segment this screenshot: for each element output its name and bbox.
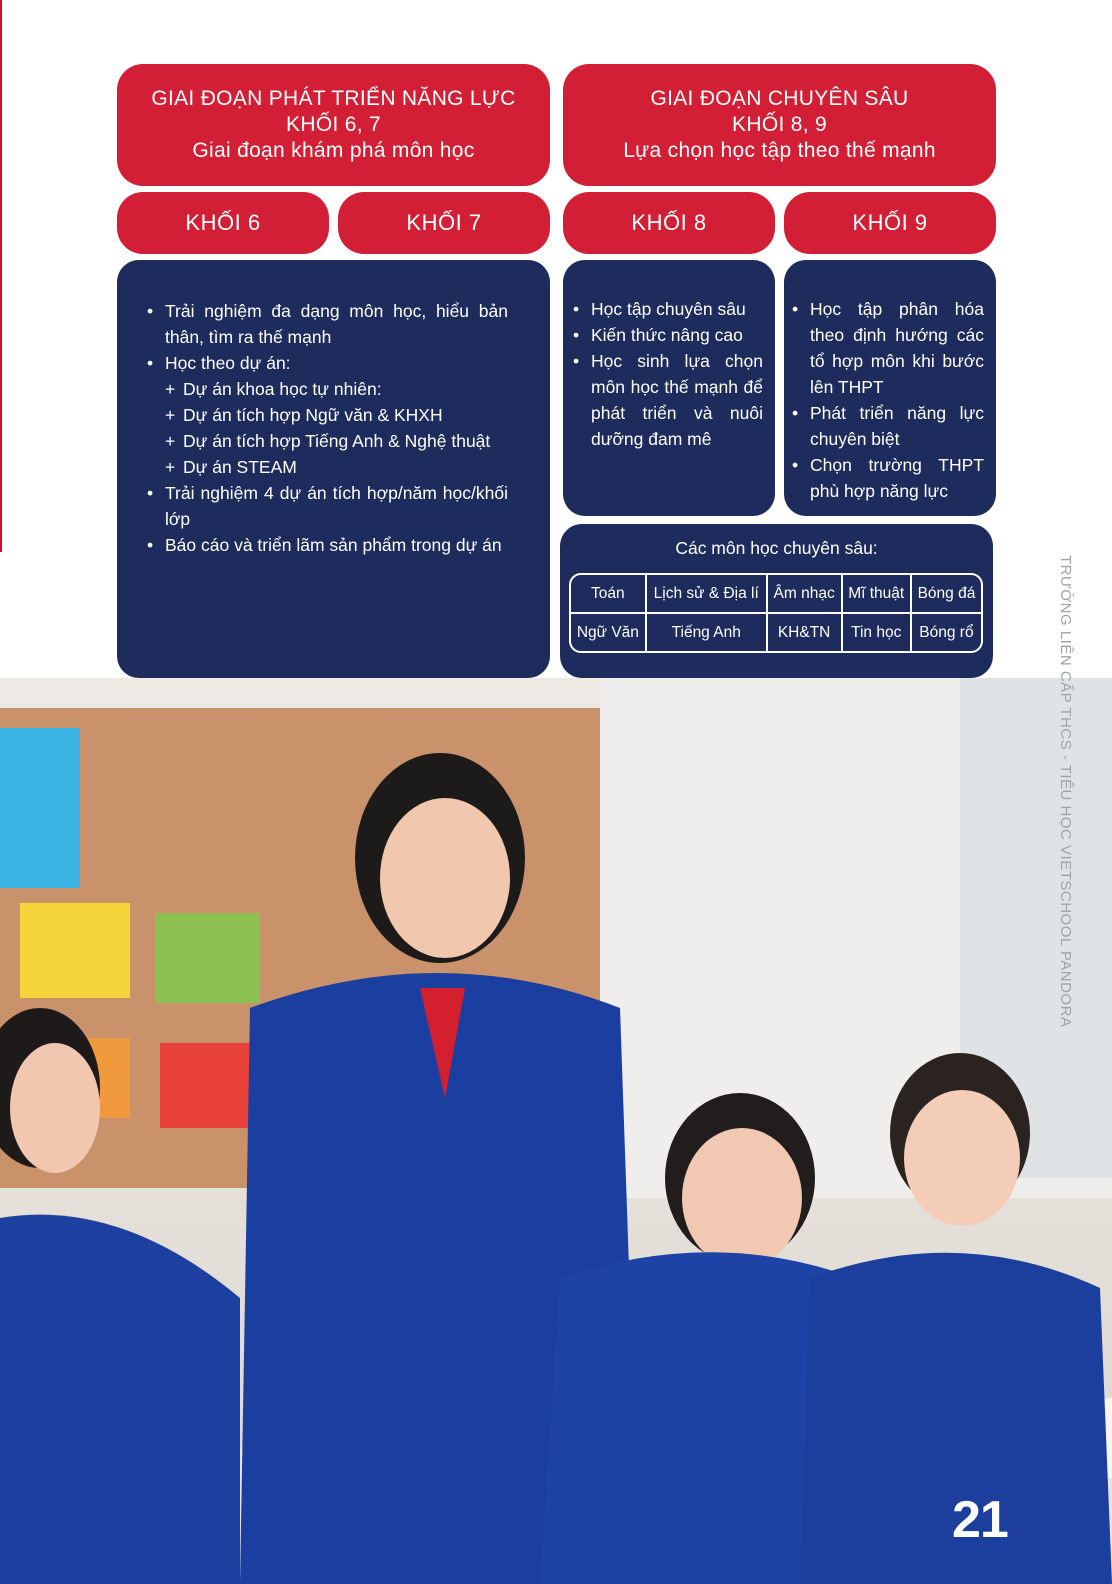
grade-8-label: KHỐI 8 [563,192,775,254]
table-row [571,575,981,614]
table-cell: Tiếng Anh [647,614,768,651]
stage-header-development [117,64,550,186]
table-cell: Mĩ thuật [843,575,912,614]
grade-6-7-list [147,298,508,376]
list-item: • Kiến thức nâng cao [573,322,763,348]
stage-title: GIAI ĐOẠN CHUYÊN SÂU [650,87,909,110]
table-cell: Lịch sử & Địa lí [647,575,768,614]
list-item: • Trải nghiệm đa dạng môn học, hiểu bản thân, tìm ra thế mạnh [147,298,508,350]
stage-title: GIAI ĐOẠN PHÁT TRIỂN NĂNG LỰC [151,87,516,110]
stage-subtitle: Giai đoạn khám phá môn học [192,139,475,162]
list-item: • Học tập chuyên sâu [573,296,763,322]
grade-9-list [792,296,984,504]
sub-item: + Dự án khoa học tự nhiên: [165,379,382,399]
sub-item: + Dự án tích hợp Ngữ văn & KHXH [165,405,443,425]
sub-item: + Dự án tích hợp Tiếng Anh & Nghệ thuật [165,431,491,451]
page-edge-line [0,0,2,552]
grade-9-label: KHỐI 9 [784,192,996,254]
table-cell: Bóng đá [912,575,981,614]
sub-item: + Dự án STEAM [165,457,297,477]
table-cell: KH&TN [768,614,843,651]
table-cell: Âm nhạc [768,575,843,614]
grade-6-7-panel [117,260,550,678]
subjects-table [569,573,983,653]
list-item: • Trải nghiệm 4 dự án tích hợp/năm học/khối lớp [147,480,508,532]
classroom-illustration [0,678,1112,1584]
table-cell: Toán [571,575,647,614]
specialized-subjects-panel [560,524,993,678]
grade-7-label: KHỐI 7 [338,192,550,254]
grade-9-panel [784,260,996,516]
stage-grades: KHỐI 6, 7 [286,113,381,136]
table-cell: Tin học [843,614,912,651]
stage-grades: KHỐI 8, 9 [732,113,827,136]
grade-8-list [573,296,763,452]
list-item: • Báo cáo và triển lãm sản phẩm trong dự án [147,532,508,558]
list-item: • Chọn trường THPT phù hợp năng lực [792,452,984,504]
sidebar-school-name: TRƯỜNG LIÊN CẤP THCS - TIỂU HỌC VIETSCHOOL PANDORA [1057,555,1074,1028]
page-number: 21 [952,1491,1008,1549]
grade-6-label: KHỐI 6 [117,192,329,254]
subjects-title: Các môn học chuyên sâu: [675,538,878,558]
grade-8-panel [563,260,775,516]
stage-header-specialized [563,64,996,186]
list-item: • Phát triển năng lực chuyên biệt [792,400,984,452]
stage-subtitle: Lựa chọn học tập theo thế mạnh [623,139,936,162]
classroom-photo [0,678,1112,1584]
table-cell: Ngữ Văn [571,614,647,651]
table-row [571,614,981,651]
list-item: • Học sinh lựa chọn môn học thế mạnh để phát triển và nuôi dưỡng đam mê [573,348,763,452]
list-item: • Học tập phân hóa theo định hướng các tổ hợp môn khi bước lên THPT [792,296,984,400]
list-item: • Học theo dự án: [147,350,508,376]
table-cell: Bóng rổ [919,624,974,641]
